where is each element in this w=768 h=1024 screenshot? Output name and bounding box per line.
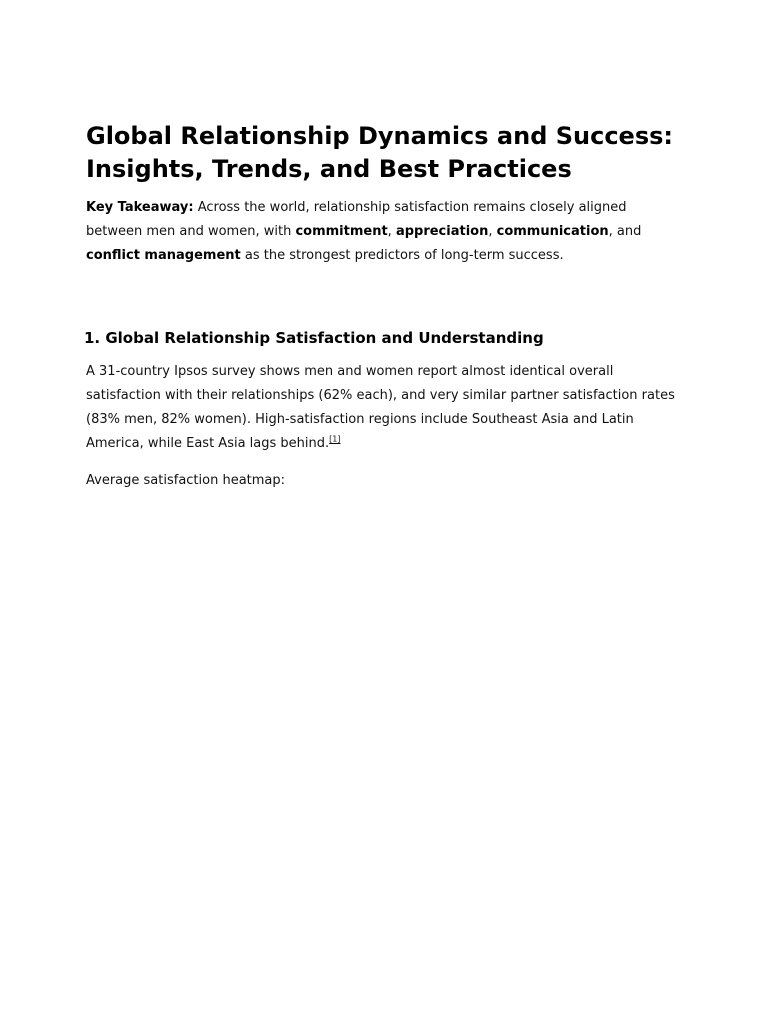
term-conflict-management: conflict management xyxy=(86,248,241,263)
section-heading: 1. Global Relationship Satisfaction and Understanding xyxy=(84,329,544,347)
footnote-link[interactable]: [1] xyxy=(329,434,341,444)
separator-2: , xyxy=(488,224,497,239)
separator-3: , and xyxy=(608,224,642,239)
section-body-paragraph xyxy=(86,360,682,456)
separator-1: , xyxy=(387,224,396,239)
heatmap-placeholder xyxy=(86,493,682,953)
section-body-text: A 31-country Ipsos survey shows men and women report almost identical overall satisfaction with their relationships (62% each), and very similar partner satisfaction rates (83% men, 82% women). High-satisfaction regions include Southeast Asia and Latin America, while East Asia lags behind. xyxy=(86,364,675,451)
heatmap-caption: Average satisfaction heatmap: xyxy=(86,473,286,488)
term-appreciation: appreciation xyxy=(395,224,489,239)
page-title: Global Relationship Dynamics and Success: Insights, Trends, and Best Practices xyxy=(86,122,673,183)
term-commitment: commitment xyxy=(295,224,388,239)
term-communication: communication xyxy=(496,224,609,239)
key-takeaway-label: Key Takeaway: xyxy=(86,200,194,215)
key-takeaway-paragraph xyxy=(86,196,682,268)
key-takeaway-text-1: Across the world, relationship satisfaction remains closely aligned between men and women, with xyxy=(86,200,627,239)
key-takeaway-text-2: as the strongest predictors of long-term success. xyxy=(240,248,564,263)
